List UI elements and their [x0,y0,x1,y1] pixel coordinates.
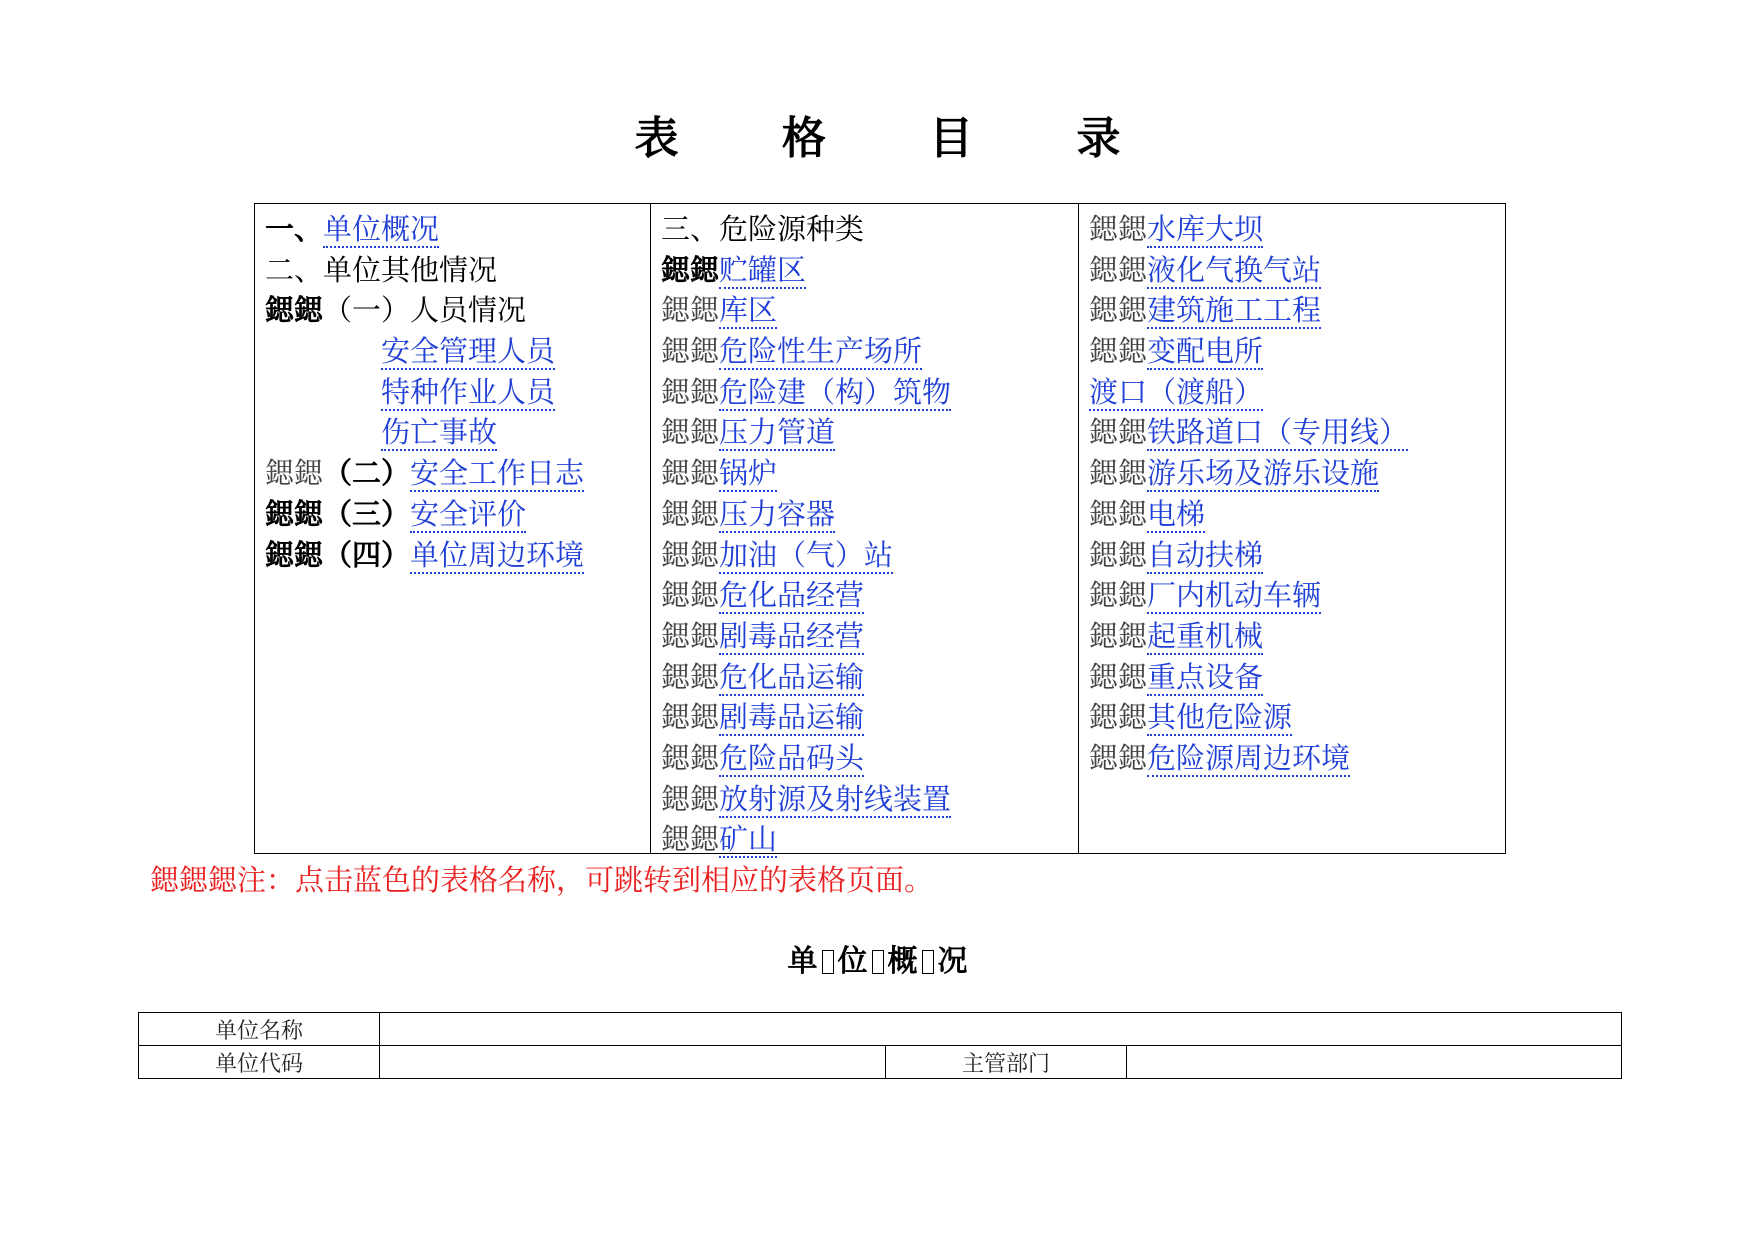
toc-prefix: 鍶鍶 [661,740,720,775]
missing-glyph-box [922,950,934,974]
toc-link[interactable]: 危险性生产场所 [719,334,923,369]
toc-subheading: （一）人员情况 [323,293,527,328]
toc-item [661,535,1078,576]
table-of-contents [254,203,1506,857]
toc-link[interactable]: 特种作业人员 [381,374,556,409]
toc-link[interactable]: 自动扶梯 [1147,537,1264,572]
toc-prefix: 鍶鍶 [265,496,324,531]
toc-item [1089,738,1505,779]
toc-label: （四） [323,537,411,572]
toc-heading: 三、危险源种类 [661,212,865,246]
toc-item [1089,494,1505,535]
toc-item [1089,412,1505,453]
toc-prefix: 鍶鍶 [1089,618,1148,653]
unit-info-table [138,1012,1622,1079]
missing-glyph-box [872,950,884,974]
toc-link[interactable]: 建筑施工工程 [1147,293,1322,328]
toc-item [661,819,1078,860]
toc-prefix: 鍶鍶 [661,781,720,816]
toc-item [661,290,1078,331]
toc-item [265,290,650,331]
toc-item [661,412,1078,453]
toc-item [265,331,650,372]
toc-item [661,738,1078,779]
toc-item [661,453,1078,494]
table-row [139,1046,1622,1079]
dept-field[interactable] [1127,1046,1622,1079]
unit-code-label: 单位代码 [139,1046,380,1079]
toc-item [265,412,650,453]
toc-item [1089,331,1505,372]
toc-item [1089,453,1505,494]
toc-item [661,657,1078,698]
toc-item [1089,372,1505,413]
toc-link[interactable]: 渡口（渡船） [1089,374,1264,409]
toc-prefix: 鍶鍶 [1089,415,1148,450]
toc-item [265,209,650,250]
toc-link[interactable]: 单位概况 [323,212,440,246]
toc-item [661,250,1078,291]
toc-prefix: 鍶鍶 [661,578,720,613]
toc-item [1089,209,1505,250]
toc-link[interactable]: 游乐场及游乐设施 [1147,456,1380,491]
toc-link[interactable]: 放射源及射线装置 [719,781,952,816]
section-title [0,936,1755,980]
toc-link[interactable]: 危险品码头 [719,740,865,775]
toc-prefix: 鍶鍶 [661,700,720,735]
toc-item [661,331,1078,372]
toc-link[interactable]: 剧毒品运输 [719,700,865,735]
section-title-part: 况 [937,944,968,979]
toc-link[interactable]: 液化气换气站 [1147,252,1322,287]
unit-name-label: 单位名称 [139,1013,380,1046]
toc-prefix: 鍶鍶 [1089,456,1148,491]
toc-link[interactable]: 单位周边环境 [410,537,585,572]
toc-heading: 二、单位其他情况 [265,252,498,287]
toc-link[interactable]: 矿山 [719,822,778,857]
toc-link[interactable]: 伤亡事故 [381,415,498,450]
section-title-part: 概 [887,944,918,979]
toc-prefix: 鍶鍶 [1089,496,1148,531]
toc-link[interactable]: 压力管道 [719,415,836,450]
toc-link[interactable]: 危化品经营 [719,578,865,613]
toc-item [265,250,650,291]
toc-item [265,535,650,576]
toc-link[interactable]: 安全工作日志 [410,456,585,491]
toc-prefix: 鍶鍶 [661,293,720,328]
page-title: 表 格 目 录 [634,113,1165,164]
toc-prefix: 鍶鍶 [1089,293,1148,328]
toc-item [661,779,1078,820]
toc-prefix: 鍶鍶 [265,537,324,572]
toc-prefix: 鍶鍶 [661,659,720,694]
unit-name-field[interactable] [380,1013,1622,1046]
toc-item [1089,575,1505,616]
toc-link[interactable]: 其他危险源 [1147,700,1293,735]
toc-link[interactable]: 库区 [719,293,778,328]
toc-column-3 [1079,204,1505,853]
section-title-part: 位 [837,944,868,979]
toc-link[interactable]: 厂内机动车辆 [1147,578,1322,613]
toc-prefix: 鍶鍶 [661,822,720,857]
toc-column-1 [255,204,651,853]
instruction-note: 鍶鍶鍶注：点击蓝色的表格名称，可跳转到相应的表格页面。 [150,863,934,897]
toc-link[interactable]: 安全管理人员 [381,334,556,369]
unit-code-field[interactable] [380,1046,886,1079]
toc-item [265,372,650,413]
toc-label: （二） [323,456,411,491]
toc-column-2 [651,204,1079,857]
toc-prefix: 鍶鍶 [661,537,720,572]
toc-prefix: 鍶鍶 [661,456,720,491]
toc-link[interactable]: 加油（气）站 [719,537,894,572]
toc-link[interactable]: 安全评价 [410,496,527,531]
toc-prefix: 鍶鍶 [1089,578,1148,613]
toc-prefix: 鍶鍶 [661,415,720,450]
toc-prefix: 鍶鍶 [265,456,324,491]
toc-item [1089,250,1505,291]
missing-glyph-box [822,950,834,974]
toc-prefix: 鍶鍶 [661,618,720,653]
toc-prefix: 鍶鍶 [661,252,720,287]
toc-prefix: 鍶鍶 [1089,334,1148,369]
dept-label: 主管部门 [886,1046,1127,1079]
toc-prefix: 鍶鍶 [661,334,720,369]
toc-item [1089,657,1505,698]
toc-item [661,372,1078,413]
toc-prefix: 鍶鍶 [1089,700,1148,735]
toc-prefix: 鍶鍶 [661,496,720,531]
toc-prefix: 鍶鍶 [1089,659,1148,694]
toc-item [1089,616,1505,657]
toc-item [265,494,650,535]
toc-prefix: 鍶鍶 [1089,212,1148,246]
table-row [139,1013,1622,1046]
toc-item [265,453,650,494]
toc-prefix: 鍶鍶 [265,293,324,328]
toc-prefix: 鍶鍶 [1089,740,1148,775]
toc-link[interactable]: 铁路道口（专用线） [1147,415,1409,450]
toc-item [1089,535,1505,576]
toc-link[interactable]: 危化品运输 [719,659,865,694]
toc-prefix: 一、 [265,212,324,246]
toc-link[interactable]: 危险建（构）筑物 [719,374,952,409]
toc-link[interactable]: 危险源周边环境 [1147,740,1351,775]
toc-item [661,697,1078,738]
toc-item [1089,697,1505,738]
toc-link[interactable]: 电梯 [1147,496,1206,531]
toc-prefix: 鍶鍶 [1089,252,1148,287]
toc-item [661,209,1078,250]
toc-link[interactable]: 水库大坝 [1147,212,1264,246]
toc-link[interactable]: 变配电所 [1147,334,1264,369]
toc-prefix: 鍶鍶 [1089,537,1148,572]
toc-link[interactable]: 压力容器 [719,496,836,531]
toc-item [661,494,1078,535]
toc-prefix: 鍶鍶 [661,374,720,409]
toc-link[interactable]: 锅炉 [719,456,778,491]
toc-item [661,575,1078,616]
toc-item [661,616,1078,657]
toc-link[interactable]: 贮罐区 [719,252,807,287]
toc-link[interactable]: 剧毒品经营 [719,618,865,653]
toc-link[interactable]: 起重机械 [1147,618,1264,653]
toc-label: （三） [323,496,411,531]
toc-item [1089,290,1505,331]
section-title-part: 单 [787,944,818,979]
toc-link[interactable]: 重点设备 [1147,659,1264,694]
